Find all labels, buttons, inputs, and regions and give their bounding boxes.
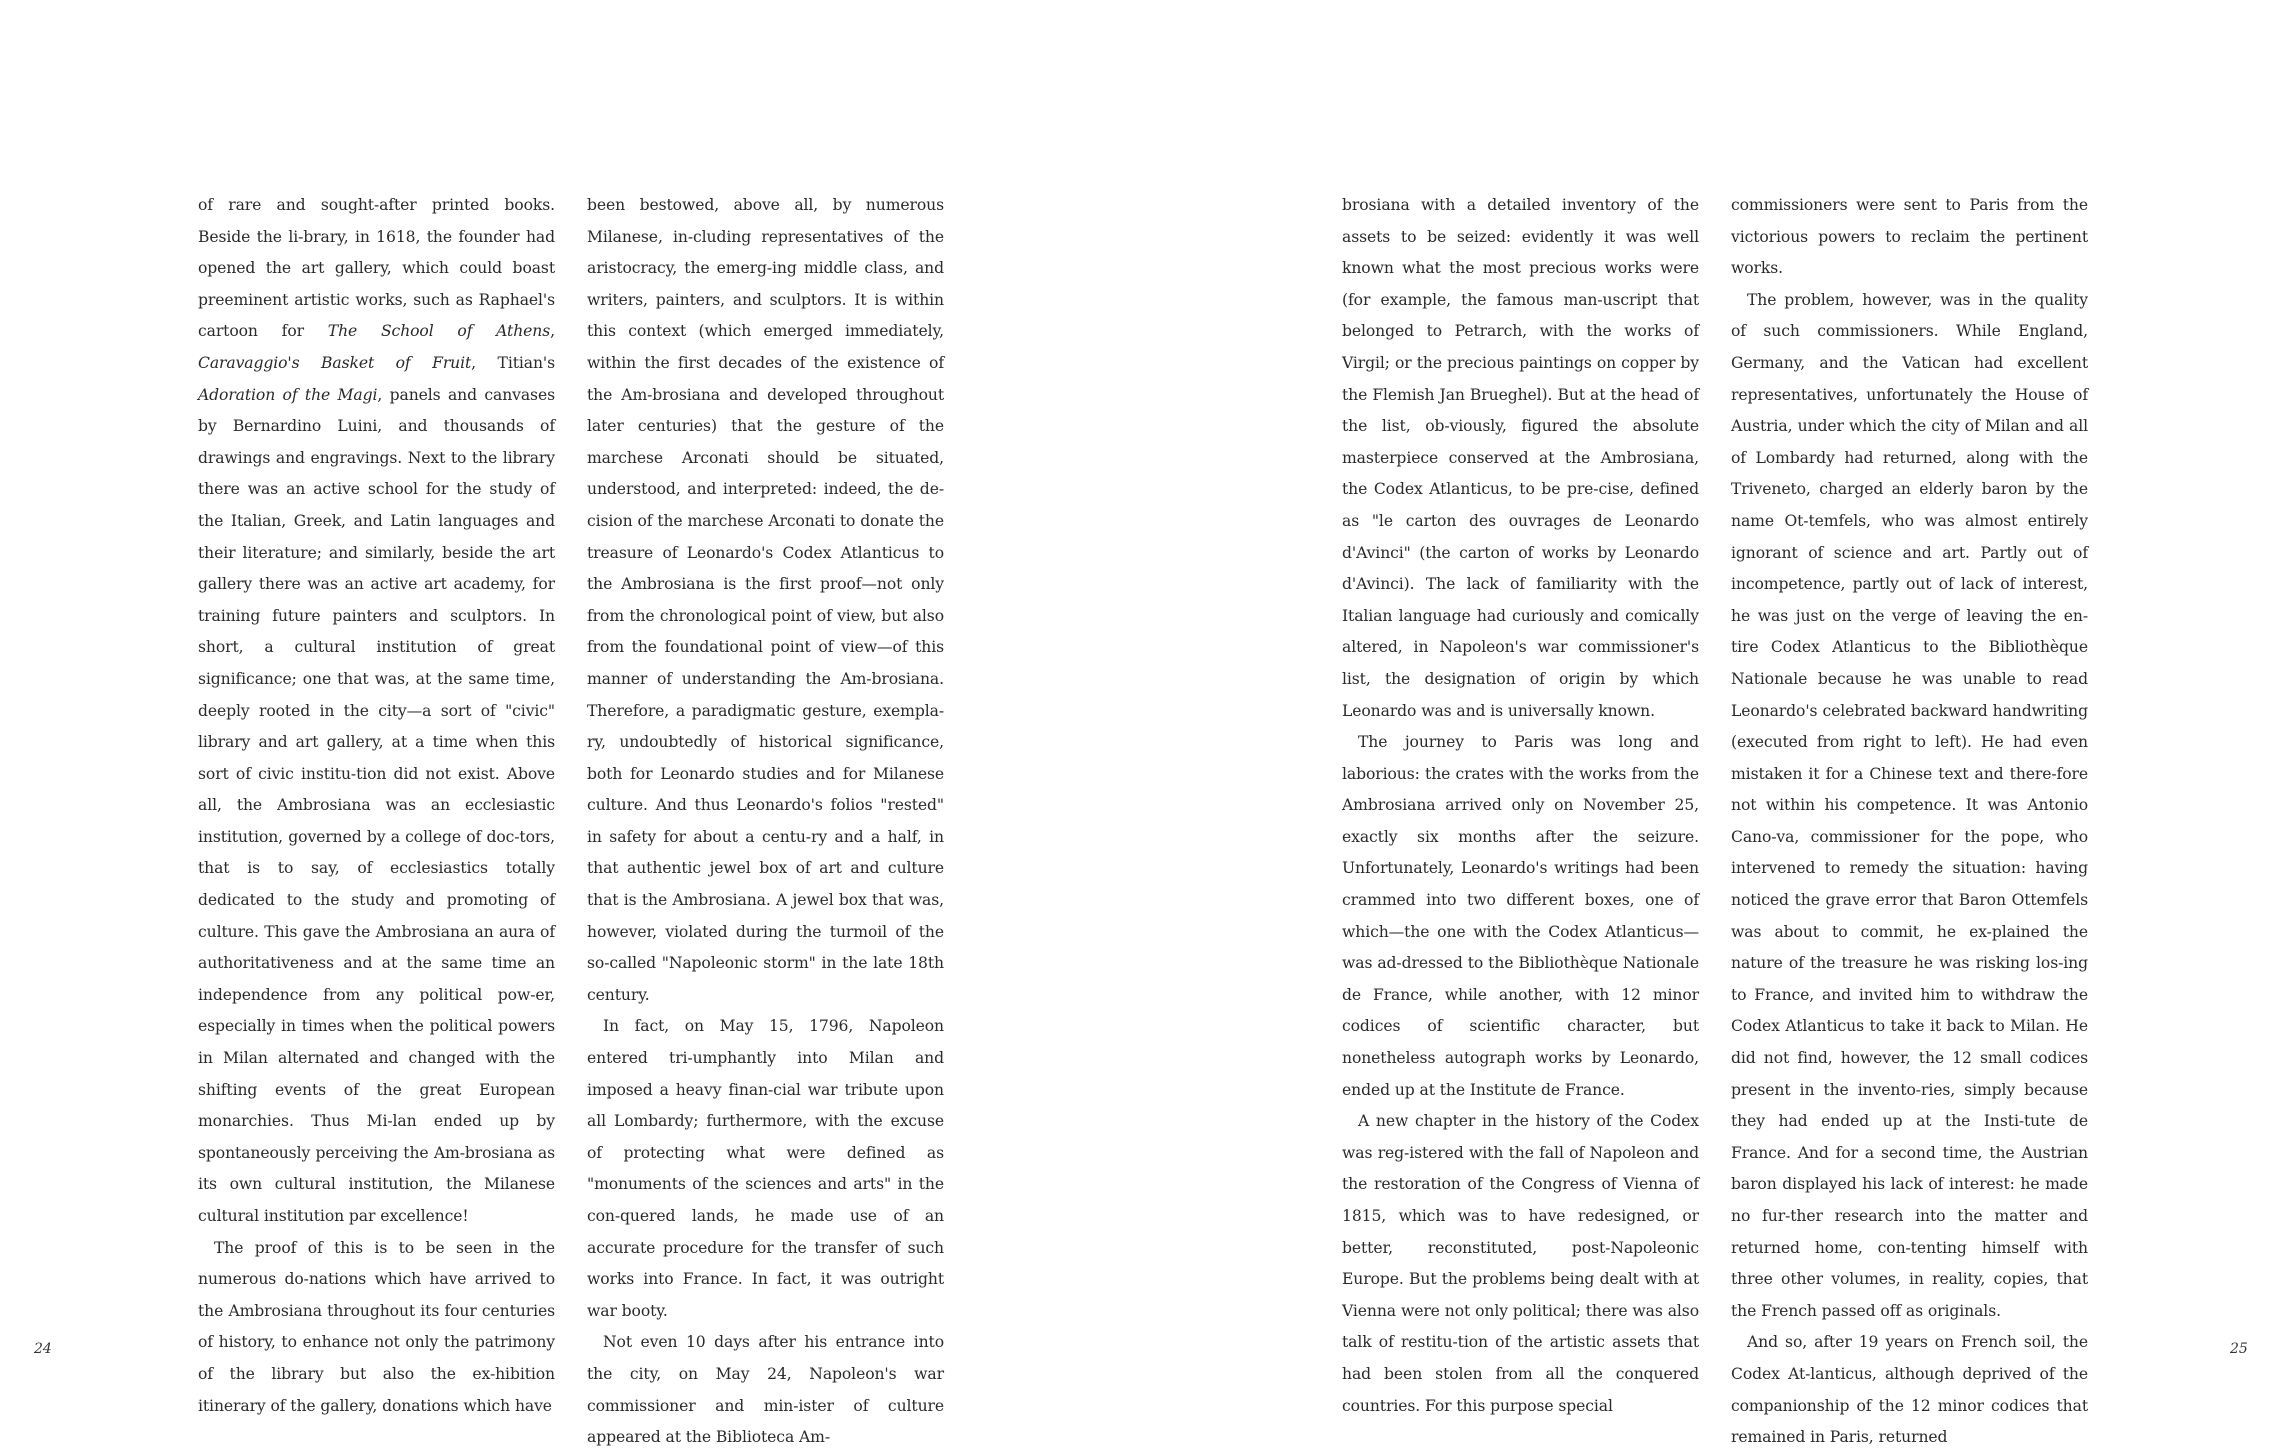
paragraph: brosiana with a detailed inventory of the assets to be seized: evidently it was well known what the most precious works were (for example, the famous man-uscript that belonged to Petrarch, with the works of Virgil; or the precious paintings on copper by the Flemish Jan Brueghel). But at the head of the list, ob-viously, figured the absolute masterpiece conserved at the Ambrosiana, the Codex Atlanticus, to be pre-cise, defined as "le carton des ouvrages de Leonardo d'Avinci" (the carton of works by Leonardo d'Avinci). The lack of familiarity with the Italian language had curiously and comically altered, in Napoleon's war commissioner's list, the designation of origin by which Leonardo was and is universally known. — [1342, 196, 1699, 720]
text-run: , — [550, 322, 555, 341]
text-run: of rare and sought-after printed books. Beside the li-brary, in 1618, the founder had opened the art gallery, which could boast preeminent artistic works, such as Raphael's cartoon for — [198, 196, 555, 341]
paragraph: In fact, on May 15, 1796, Napoleon entered tri-umphantly into Milan and imposed a heavy finan-cial war tribute upon all Lombardy; furthermore, with the excuse of protecting what were defined as "monuments of the sciences and arts" in the con-quered lands, he made use of an accurate procedure for the transfer of such works into France. In fact, it was outright war booty. — [587, 1017, 944, 1320]
paragraph: And so, after 19 years on French soil, the Codex At-lanticus, although deprived of the companionship of the 12 minor codices that remained in Paris, returned — [1731, 1333, 2088, 1447]
text-run: , Titian's — [471, 353, 556, 372]
paragraph: commissioners were sent to Paris from the victorious powers to reclaim the pertinent works. — [1731, 196, 2088, 278]
right-page-column-1 — [1342, 190, 1699, 1422]
page-number-right: 25 — [2230, 1341, 2248, 1357]
paragraph: The journey to Paris was long and laborious: the crates with the works from the Ambrosiana arrived only on November 25, exactly six months after the seizure. Unfortunately, Leonardo's writings had been crammed into two different boxes, one of which—the one with the Codex Atlanticus—was ad-dressed to the Bibliothèque Nationale de France, while another, with 12 minor codices of scientific character, but nonetheless autograph works by Leonardo, ended up at the Institute de France. — [1342, 733, 1699, 1099]
paragraph — [198, 190, 555, 1233]
paragraph: A new chapter in the history of the Codex was reg-istered with the fall of Napoleon and the restoration of the Congress of Vienna of 1815, which was to have redesigned, or better, reconstituted, post-Napoleonic Europe. But the problems being dealt with at Vienna were not only political; there was also talk of restitu-tion of the artistic assets that had been stolen from all the conquered countries. For this purpose special — [1342, 1112, 1699, 1415]
artwork-title: Caravaggio's Basket of Fruit — [198, 353, 472, 372]
left-page-column-1 — [198, 190, 555, 1422]
right-page-column-2 — [1731, 190, 2088, 1454]
paragraph: The proof of this is to be seen in the numerous do-nations which have arrived to the Ambrosiana throughout its four centuries of history, to enhance not only the patrimony of the library but also the ex-hibition itinerary of the gallery, donations which have — [198, 1238, 555, 1415]
paragraph: been bestowed, above all, by numerous Milanese, in-cluding representatives of the aristocracy, the emerg-ing middle class, and writers, painters, and sculptors. It is within this context (which emerged immediately, within the first decades of the existence of the Am-brosiana and developed throughout later centuries) that the gesture of the marchese Arconati should be situated, understood, and interpreted: indeed, the de-cision of the marchese Arconati to donate the treasure of Leonardo's Codex Atlanticus to the Ambrosiana is the first proof—not only from the chronological point of view, but also from the foundational point of view—of this manner of understanding the Am-brosiana. Therefore, a paradigmatic gesture, exempla-ry, undoubtedly of historical significance, both for Leonardo studies and for Milanese culture. And thus Leonardo's folios "rested" in safety for about a centu-ry and a half, in that authentic jewel box of art and culture that is the Ambrosiana. A jewel box that was, however, violated during the turmoil of the so-called "Napoleonic storm" in the late 18th century. — [587, 196, 944, 1004]
page-number-left: 24 — [34, 1341, 52, 1357]
artwork-title: The School of Athens — [327, 322, 551, 341]
artwork-title: Adoration of the Magi — [198, 385, 378, 404]
paragraph: Not even 10 days after his entrance into the city, on May 24, Napoleon's war commissioner and min-ister of culture appeared at the Biblioteca Am- — [587, 1333, 944, 1447]
text-run: , panels and canvases by Bernardino Luini, and thousands of drawings and engravings. Next to the library there was an active school for the study of the Italian, Greek, and Latin languages and their literature; and similarly, beside the art gallery there was an active art academy, for training future painters and sculptors. In short, a cultural institution of great significance; one that was, at the same time, deeply rooted in the city—a sort of "civic" library and art gallery, at a time when this sort of civic institu-tion did not exist. Above all, the Ambrosiana was an ecclesiastic institution, governed by a college of doc-tors, that is to say, of ecclesiastics totally dedicated to the study and promoting of culture. This gave the Ambrosiana an aura of authoritativeness and at the same time an independence from any political pow-er, especially in times when the political powers in Milan alternated and changed with the shifting events of the great European monarchies. Thus Mi-lan ended up by spontaneously perceiving the Am-brosiana as its own cultural institution, the Milanese cultural institution par excellence! — [198, 385, 555, 1225]
paragraph: The problem, however, was in the quality of such commissioners. While England, Germany, and the Vatican had excellent representatives, unfortunately the House of Austria, under which the city of Milan and all of Lombardy had returned, along with the Triveneto, charged an elderly baron by the name Ot-temfels, who was almost entirely ignorant of science and art. Partly out of incompetence, partly out of lack of interest, he was just on the verge of leaving the en-tire Codex Atlanticus to the Bibliothèque Nationale because he was unable to read Leonardo's celebrated backward handwriting (executed from right to left). He had even mistaken it for a Chinese text and there-fore not within his competence. It was Antonio Cano-va, commissioner for the pope, who intervened to remedy the situation: having noticed the grave error that Baron Ottemfels was about to commit, he ex-plained the nature of the treasure he was risking los-ing to France, and invited him to withdraw the Codex Atlanticus to take it back to Milan. He did not find, however, the 12 small codices present in the invento-ries, simply because they had ended up at the Insti-tute de France. And for a second time, the Austrian baron displayed his lack of interest: he made no fur-ther research into the matter and returned home, con-tenting himself with three other volumes, in reality, copies, that the French passed off as originals. — [1731, 290, 2088, 1320]
left-page-column-2 — [587, 190, 944, 1454]
